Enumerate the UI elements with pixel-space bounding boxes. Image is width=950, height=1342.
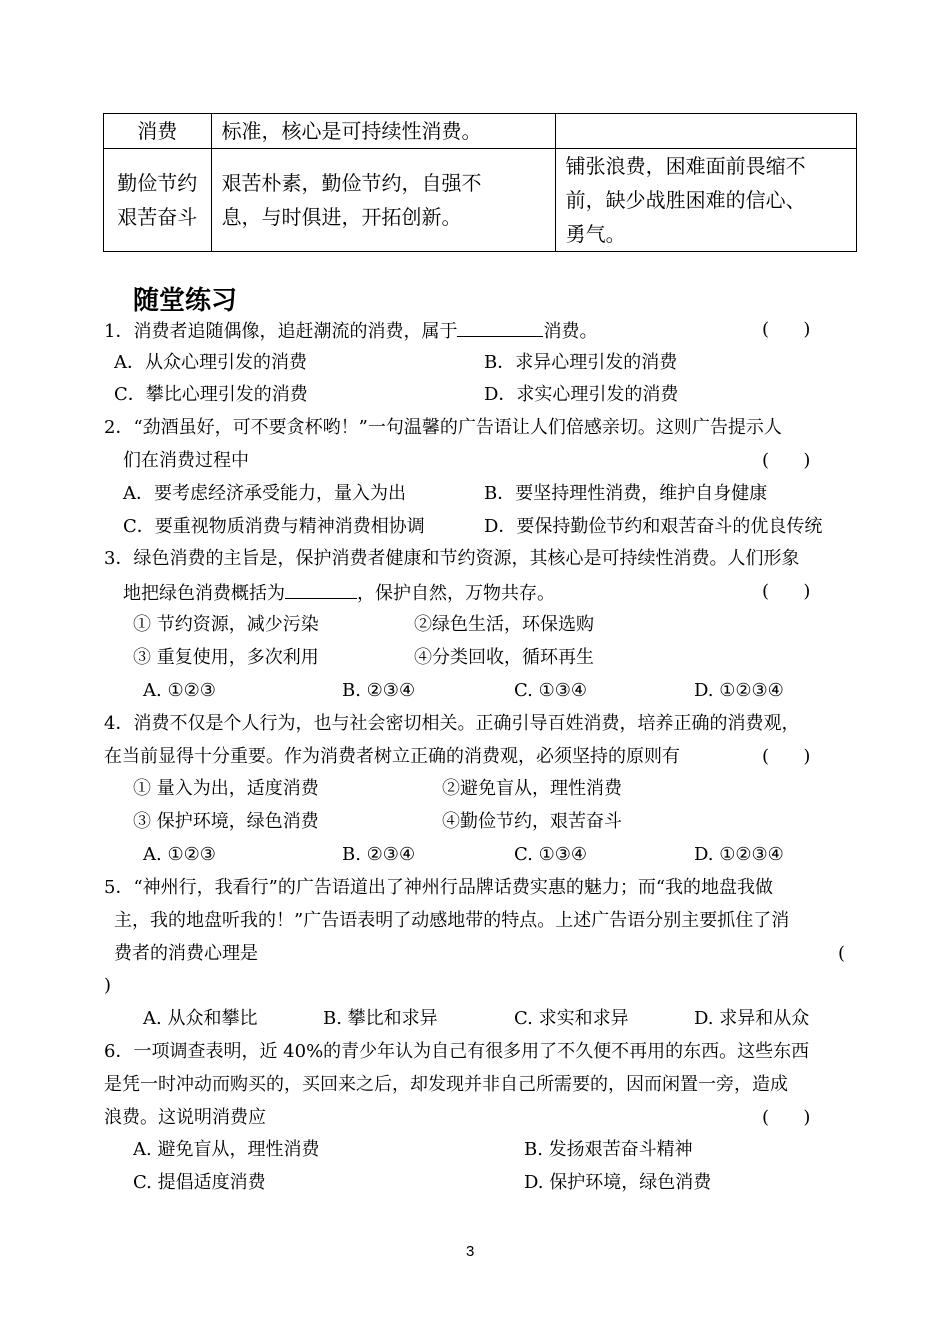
question-4-stem: 4．消费不仅是个人行为，也与社会密切相关。正确引导百姓消费，培养正确的消费观， xyxy=(104,713,800,734)
section-title: 随堂练习 xyxy=(133,286,238,316)
option-c: C．攀比心理引发的消费 xyxy=(114,384,308,405)
option-d: D. 求异和从众 xyxy=(694,1008,810,1029)
cell-line: 艰苦朴素，勤俭节约，自强不 xyxy=(221,171,482,195)
stem-text: 地把绿色消费概括为 xyxy=(123,583,285,604)
answer-parentheses: ( ) xyxy=(762,450,811,471)
option-a: A．从众心理引发的消费 xyxy=(114,352,307,373)
option-d: D．求实心理引发的消费 xyxy=(484,384,679,405)
summary-table xyxy=(103,113,857,252)
table-row xyxy=(104,114,857,149)
question-4-stem: 在当前显得十分重要。作为消费者树立正确的消费观，必须坚持的原则有 xyxy=(104,746,680,767)
option-b: B. 攀比和求异 xyxy=(323,1008,438,1029)
option-a: A. ①②③ xyxy=(143,680,216,701)
question-5-stem: 主，我的地盘听我的！”广告语表明了动感地带的特点。上述广告语分别主要抓住了消 xyxy=(114,910,790,931)
statement-item: ④勤俭节约，艰苦奋斗 xyxy=(442,811,622,832)
statement-item: ① 量入为出，适度消费 xyxy=(133,778,319,799)
option-c: C. ①③④ xyxy=(514,844,587,865)
table-row xyxy=(104,149,857,252)
question-1-stem xyxy=(104,318,597,344)
cell-line: 艰苦奋斗 xyxy=(117,205,198,229)
table-cell xyxy=(211,149,555,252)
answer-blank xyxy=(457,318,543,337)
table-cell xyxy=(104,149,212,252)
option-d: D．要保持勤俭节约和艰苦奋斗的优良传统 xyxy=(484,516,823,537)
option-b: B. ②③④ xyxy=(342,844,416,865)
statement-item: ④分类回收，循环再生 xyxy=(414,647,594,668)
stem-text: ，保护自然，万物共存。 xyxy=(357,583,555,604)
question-6-stem: 6．一项调查表明，近 40%的青少年认为自己有很多用了不久便不再用的东西。这些东西 xyxy=(104,1041,810,1062)
question-6-stem: 是凭一时冲动而购买的，买回来之后，却发现并非自己所需要的，因而闲置一旁，造成 xyxy=(104,1074,788,1095)
option-a: A. ①②③ xyxy=(143,844,216,865)
option-c: C．要重视物质消费与精神消费相协调 xyxy=(123,516,425,537)
answer-parentheses: ( ) xyxy=(762,746,811,767)
option-a: A. 避免盲从，理性消费 xyxy=(133,1139,320,1160)
cell-line: 铺张浪费，困难面前畏缩不 xyxy=(565,154,806,178)
option-b: B．求异心理引发的消费 xyxy=(484,352,678,373)
statement-item: ②绿色生活，环保选购 xyxy=(414,614,594,635)
table-cell xyxy=(555,149,856,252)
table-cell xyxy=(555,114,856,149)
question-6-stem: 浪费。这说明消费应 xyxy=(104,1107,266,1128)
option-c: C. 提倡适度消费 xyxy=(133,1172,266,1193)
table-cell: 标准，核心是可持续性消费。 xyxy=(211,114,555,149)
question-5-stem: 5．“神州行，我看行”的广告语道出了神州行品牌话费实惠的魅力；而“我的地盘我做 xyxy=(104,877,774,898)
cell-line: 勇气。 xyxy=(565,222,626,246)
question-3-stem xyxy=(123,580,555,606)
answer-parentheses: ( ) xyxy=(762,581,811,602)
statement-item: ③ 保护环境，绿色消费 xyxy=(133,811,319,832)
statement-item: ③ 重复使用，多次利用 xyxy=(133,647,319,668)
cell-line: 前，缺少战胜困难的信心、 xyxy=(565,188,806,212)
cell-line: 息，与时俱进，开拓创新。 xyxy=(221,205,462,229)
cell-line: 勤俭节约 xyxy=(117,171,198,195)
answer-parentheses: ( ) xyxy=(762,319,811,340)
question-5-stem: 费者的消费心理是 xyxy=(114,943,258,964)
question-2-stem: 们在消费过程中 xyxy=(123,450,249,471)
option-c: C. ①③④ xyxy=(514,680,587,701)
answer-blank xyxy=(285,580,357,599)
stem-text: 1．消费者追随偶像，追赶潮流的消费，属于 xyxy=(104,321,458,342)
option-d: D. ①②③④ xyxy=(694,680,784,701)
stem-text: 消费。 xyxy=(543,321,598,342)
option-b: B. ②③④ xyxy=(342,680,416,701)
statement-item: ②避免盲从，理性消费 xyxy=(442,778,622,799)
statement-item: ① 节约资源，减少污染 xyxy=(133,614,319,635)
option-a: A．要考虑经济承受能力，量入为出 xyxy=(123,483,406,504)
answer-parenthesis-close: ) xyxy=(104,975,112,996)
table-cell: 消费 xyxy=(104,114,212,149)
option-d: D. ①②③④ xyxy=(694,844,784,865)
answer-parenthesis-open: ( xyxy=(838,943,846,964)
answer-parentheses: ( ) xyxy=(762,1107,811,1128)
option-b: B．要坚持理性消费，维护自身健康 xyxy=(484,483,768,504)
option-b: B. 发扬艰苦奋斗精神 xyxy=(524,1139,693,1160)
question-2-stem: 2．“劲酒虽好，可不要贪杯哟！”一句温馨的广告语让人们倍感亲切。这则广告提示人 xyxy=(104,417,782,438)
option-c: C. 求实和求异 xyxy=(514,1008,629,1029)
page-number: 3 xyxy=(466,1243,475,1260)
question-3-stem: 3．绿色消费的主旨是，保护消费者健康和节约资源，其核心是可持续性消费。人们形象 xyxy=(104,548,800,569)
option-a: A. 从众和攀比 xyxy=(143,1008,258,1029)
option-d: D. 保护环境，绿色消费 xyxy=(524,1172,712,1193)
